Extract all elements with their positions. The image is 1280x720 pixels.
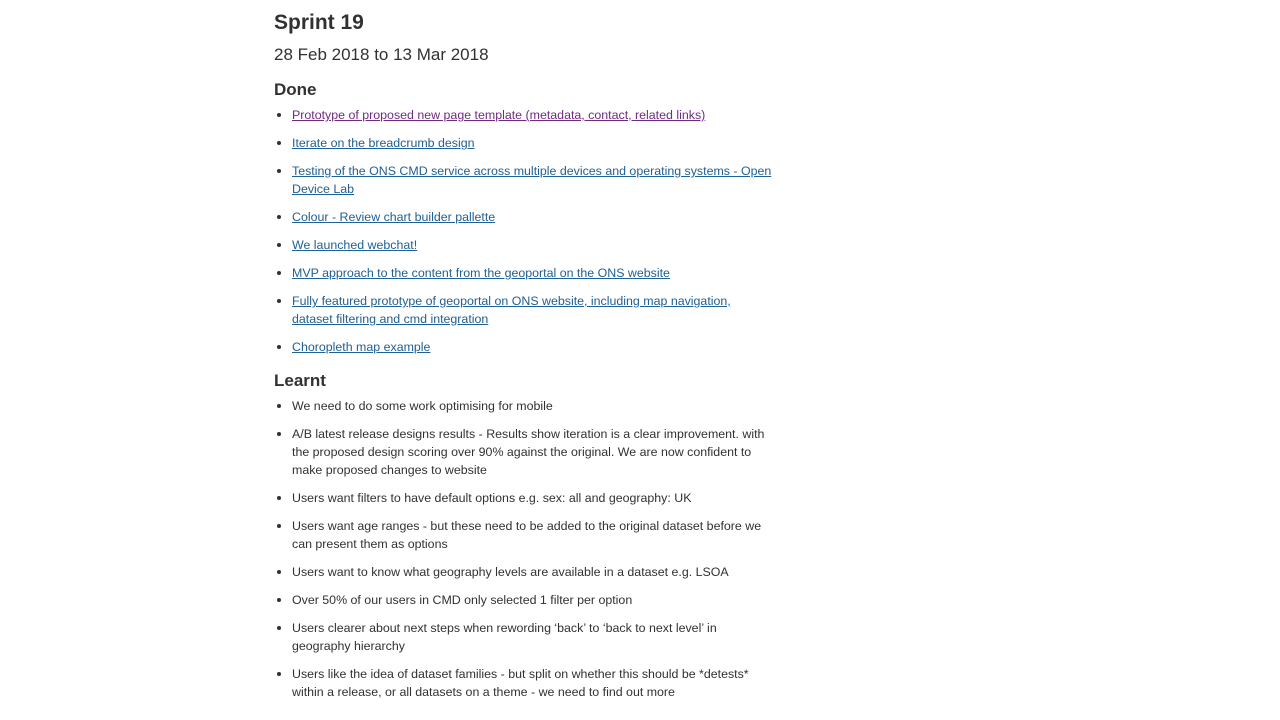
done-link-device-testing[interactable]: Testing of the ONS CMD service across multiple devices and operating systems - Open Device Lab	[292, 164, 772, 196]
list-item	[274, 264, 774, 282]
list-item	[274, 619, 774, 655]
learnt-item-text: Users clearer about next steps when rewording ‘back’ to ‘back to next level’ in geography hierarchy	[292, 621, 717, 653]
list-item	[274, 236, 774, 254]
done-heading: Done	[274, 80, 317, 99]
done-link-page-template[interactable]: Prototype of proposed new page template (metadata, contact, related links)	[292, 108, 706, 122]
learnt-item-text: Users want filters to have default options e.g. sex: all and geography: UK	[292, 491, 692, 505]
learnt-item-text: Users want to know what geography levels are available in a dataset e.g. LSOA	[292, 565, 729, 579]
done-link-geoportal-prototype[interactable]: Fully featured prototype of geoportal on ONS website, including map navigation, dataset filtering and cmd integration	[292, 294, 731, 326]
list-item	[274, 563, 774, 581]
sprint-date-range: 28 Feb 2018 to 13 Mar 2018	[274, 45, 489, 64]
learnt-heading: Learnt	[274, 371, 326, 390]
list-item	[274, 106, 774, 124]
done-link-webchat[interactable]: We launched webchat!	[292, 238, 418, 252]
done-link-breadcrumb[interactable]: Iterate on the breadcrumb design	[292, 136, 475, 150]
learnt-item-text: Users like the idea of dataset families - but split on whether this should be *detests* within a release, or all datasets on a theme - we need to find out more	[292, 667, 749, 699]
list-item	[274, 397, 774, 415]
list-item	[274, 208, 774, 226]
done-link-geoportal-mvp[interactable]: MVP approach to the content from the geoportal on the ONS website	[292, 266, 670, 280]
list-item	[274, 489, 774, 507]
learnt-item-text: Over 50% of our users in CMD only selected 1 filter per option	[292, 593, 633, 607]
list-item	[274, 591, 774, 609]
list-item	[274, 425, 774, 479]
learnt-list	[274, 397, 774, 711]
learnt-item-text: We need to do some work optimising for mobile	[292, 399, 553, 413]
list-item	[274, 292, 774, 328]
learnt-item-text: A/B latest release designs results - Results show iteration is a clear improvement. with the proposed design scoring over 90% against the original. We are now confident to make proposed changes to website	[292, 427, 765, 477]
list-item	[274, 134, 774, 152]
list-item	[274, 665, 774, 701]
page-title: Sprint 19	[274, 11, 364, 34]
learnt-item-text: Users want age ranges - but these need to be added to the original dataset before we can present them as options	[292, 519, 762, 551]
list-item	[274, 162, 774, 198]
done-link-choropleth[interactable]: Choropleth map example	[292, 340, 431, 354]
list-item	[274, 338, 774, 356]
done-list	[274, 106, 774, 366]
list-item	[274, 517, 774, 553]
done-link-colour-palette[interactable]: Colour - Review chart builder pallette	[292, 210, 496, 224]
